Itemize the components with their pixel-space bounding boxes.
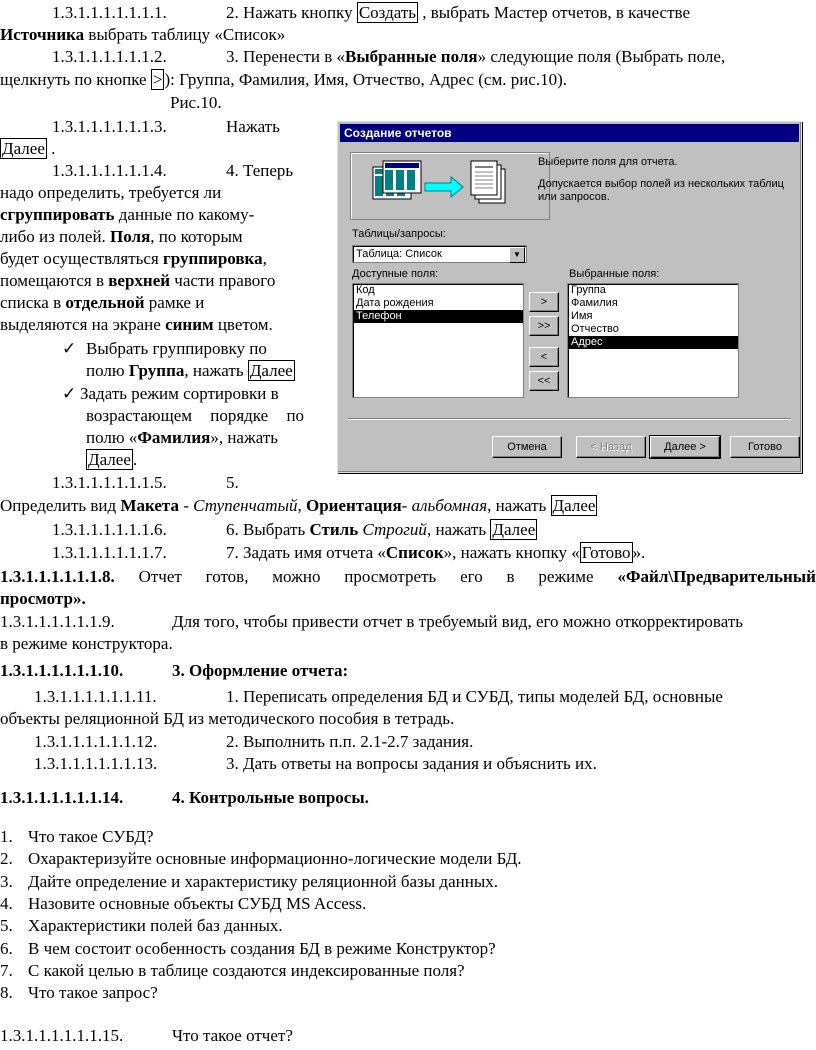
question-text: Дайте определение и характеристику реляционной базы данных. [28,871,498,891]
figure-caption: Рис.10. [170,93,222,112]
dialog-title: Создание отчетов [340,124,799,142]
para-1-13: 1.3.1.1.1.1.1.1.13. 3. Дать ответы на вопросы задания и объяснить их. [34,754,597,773]
question-item [0,982,158,1004]
para-1-4-l4: будет осуществляться группировка, [0,249,267,268]
check-item-2: ✓ Задать режим сортировки в [62,384,279,403]
para-1-8: 1.3.1.1.1.1.1.1.8. Отчет готов, можно просмотреть его в режиме «Файл\Предварительный [0,567,816,586]
para-1-12: 1.3.1.1.1.1.1.1.12. 2. Выполнить п.п. 2.1-2.7 задания. [34,732,474,751]
move-button-ref: > [152,70,163,89]
question-number: 2. [0,849,13,869]
question-text: С какой целью в таблице создаются индексированные поля? [28,960,465,980]
list-item[interactable]: Группа [571,284,606,296]
check-item-1-cont: полю Группа, нажать Далее [86,361,293,380]
remove-all-fields-button[interactable]: << [529,371,559,391]
report-wizard-dialog [337,121,802,473]
remove-field-button[interactable]: < [529,347,559,367]
para-1-6: 1.3.1.1.1.1.1.1.6. 6. Выбрать Стиль Строгий, нажать Далее [52,520,536,539]
para-1-1: 1.3.1.1.1.1.1.1.1. 2. Нажать кнопку Создать , выбрать Мастер отчетов, в качестве [52,3,690,22]
para-1-1-cont: Источника выбрать таблицу «Список» [0,25,286,44]
question-item [0,915,283,937]
question-number: 1. [0,827,13,846]
available-fields-label: Доступные поля: [352,268,439,280]
para-1-4-l5: помещаются в верхней части правого [0,271,276,290]
chosen-fields-label: Выбранные поля: [569,268,660,280]
back-button[interactable]: < Назад [576,436,646,458]
para-1-4-l7: выделяются на экране синим цветом. [0,315,273,334]
cancel-button[interactable]: Отмена [492,436,562,458]
question-text: Что такое запрос? [28,983,158,1003]
next-button-ref: Далее [2,139,45,158]
para-1-4: 1.3.1.1.1.1.1.1.4. 4. Теперь [52,161,294,180]
check-icon: ✓ [62,384,77,403]
finish-button[interactable]: Готово [730,436,800,458]
check-item-2-l3: полю «Фамилия», нажать [86,428,279,447]
question-number: 3. [0,871,13,891]
heading-design: 1.3.1.1.1.1.1.1.10. 3. Оформление отчета: [0,661,349,680]
list-item[interactable]: Дата рождения [356,297,434,309]
question-item [0,826,154,848]
question-number: 7. [0,960,13,980]
list-item[interactable]: Код [356,284,375,296]
check-item-2-l2: возрастающем порядке по [86,406,305,425]
question-text: Что такое СУБД? [28,827,154,846]
para-1-4-l2: сгруппировать данные по какому- [0,205,255,224]
para-1-4-l6: списка в отдельной рамке и [0,293,205,312]
question-text: В чем состоит особенность создания БД в режиме Конструктор? [28,938,496,958]
para-1-3: 1.3.1.1.1.1.1.1.3. Нажать [52,117,280,136]
chosen-fields-list[interactable] [567,283,739,398]
list-item[interactable]: Фамилия [571,297,618,309]
question-number: 6. [0,938,13,958]
question-item [0,893,366,915]
hint-text-1: Выберите поля для отчета. [538,156,678,168]
hint-text-2: Допускается выбор полей из нескольких таблиц [538,178,784,190]
list-item[interactable]: Телефон [353,310,523,323]
para-1-9-cont: в режиме конструктора. [0,634,173,653]
wizard-illustration [350,152,550,220]
chevron-down-icon[interactable]: ▼ [509,247,525,263]
list-item[interactable]: Адрес [568,336,738,349]
question-text: Назовите основные объекты СУБД MS Access. [28,893,367,913]
available-fields-list[interactable] [352,283,524,398]
question-text: Характеристики полей баз данных. [28,916,283,936]
check-icon: ✓ [62,339,77,358]
check-item-1: ✓ Выбрать группировку по [62,339,267,358]
para-1-8-cont: просмотр». [0,589,86,608]
check-item-2-l4: Далее . [88,450,138,469]
para-1-7: 1.3.1.1.1.1.1.1.7. 7. Задать имя отчета «Список», нажать кнопку « Готово ». [52,543,646,562]
para-1-4-l3: либо из полей. Поля, по которым [0,227,243,246]
hint-text-3: или запросов. [538,191,610,203]
divider [348,418,791,420]
tables-select-value: Таблица: Список [356,248,442,260]
para-1-2: 1.3.1.1.1.1.1.1.2. 3. Перенести в «Выбранные поля» следующие поля (Выбрать поле, [52,47,726,66]
para-1-11: 1.3.1.1.1.1.1.1.11. 1. Переписать определения БД и СУБД, типы моделей БД, основные [34,687,723,706]
tables-label: Таблицы/запросы: [352,228,446,240]
list-item[interactable]: Отчество [571,323,619,335]
question-item [0,871,498,893]
add-all-fields-button[interactable]: >> [529,316,559,336]
create-button-ref: Создать [358,3,417,22]
question-item [0,848,522,870]
question-item [0,960,465,982]
add-field-button[interactable]: > [529,292,559,312]
question-number: 8. [0,983,13,1003]
heading-questions: 1.3.1.1.1.1.1.1.14. 4. Контрольные вопросы. [0,788,369,807]
list-item[interactable]: Имя [571,310,593,322]
para-1-2-cont: щелкнуть по кнопке > ): Группа, Фамилия, Имя, Отчество, Адрес (см. рис.10). [0,70,568,89]
tables-select[interactable] [352,245,527,263]
next-button[interactable]: Далее > [650,436,720,458]
para-1-9: 1.3.1.1.1.1.1.1.9. Для того, чтобы привести отчет в требуемый вид, его можно откорректировать [0,612,744,631]
para-1-15: 1.3.1.1.1.1.1.1.15. Что такое отчет? [0,1026,293,1045]
para-1-3-cont: Далее . [2,139,56,158]
para-1-11-cont: объекты реляционной БД из методического пособия в тетрадь. [0,709,455,728]
fields-transfer-icon [351,153,547,217]
para-1-5: 1.3.1.1.1.1.1.1.5. 5. [52,473,239,492]
question-text: Охарактеризуйте основные информационно-логические модели БД. [28,849,522,869]
para-1-4-l1: надо определить, требуется ли [0,183,222,202]
question-item [0,938,496,960]
question-number: 5. [0,916,13,936]
para-1-5-cont: Определить вид Макета - Ступенчатый, Ориентация- альбомная, нажать Далее [0,496,596,515]
question-number: 4. [0,893,13,913]
